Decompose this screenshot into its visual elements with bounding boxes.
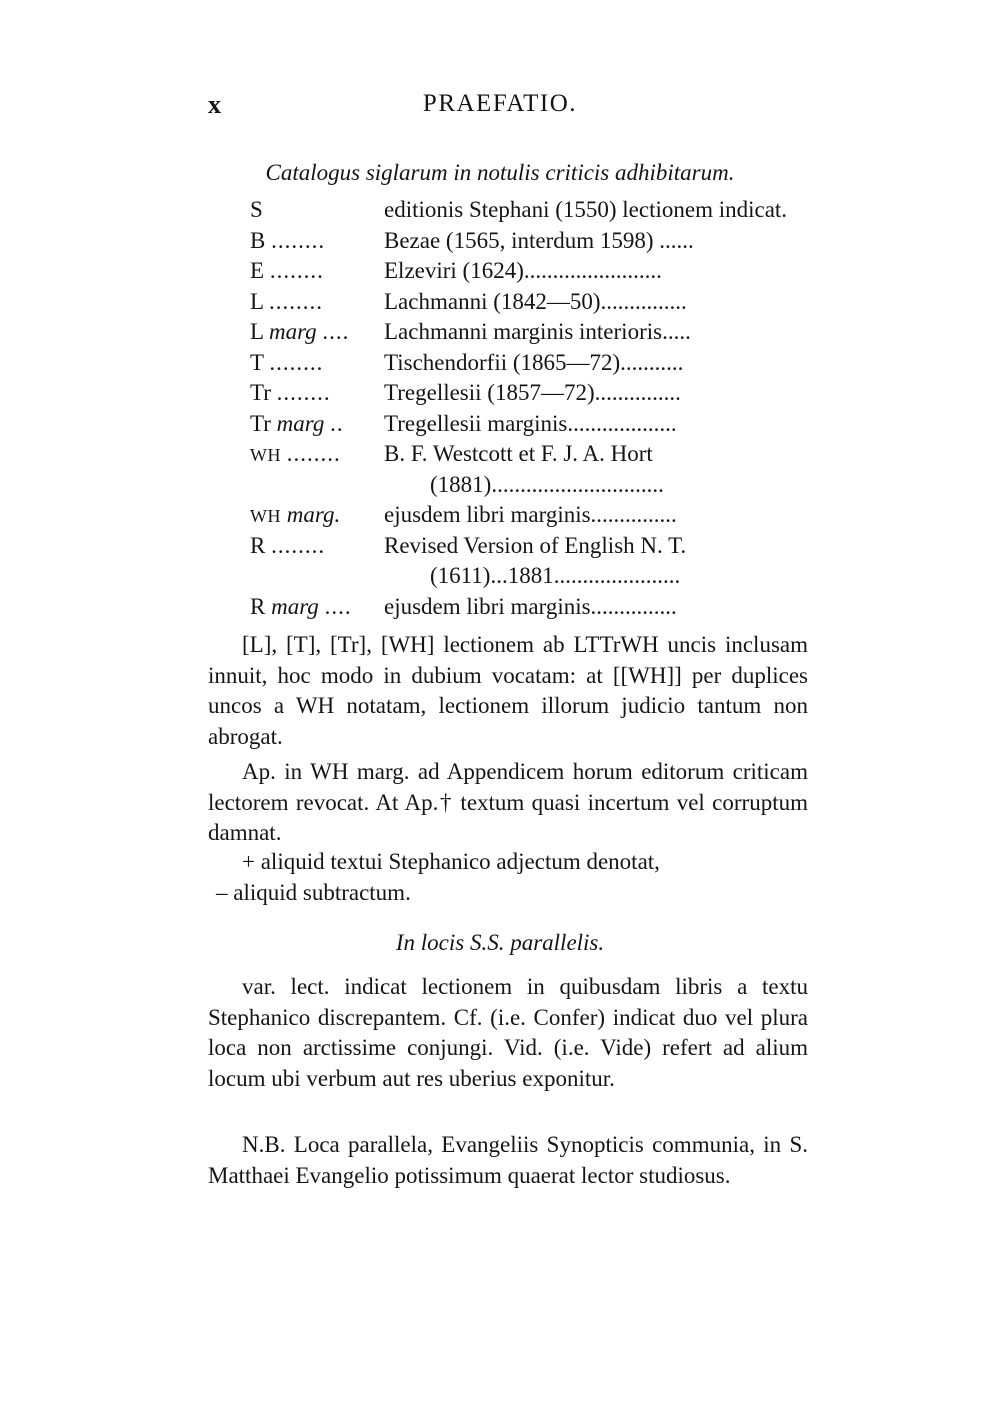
paragraph-varlect <box>208 972 808 1094</box>
siglum-row <box>250 592 810 623</box>
siglum-row <box>250 226 810 257</box>
siglum-leader: ........ <box>271 227 326 253</box>
minus-line: – aliquid subtractum. <box>216 879 411 905</box>
siglum-code: Tr <box>250 410 271 436</box>
running-head: PRAEFATIO. <box>422 90 578 117</box>
siglum-label <box>250 287 323 318</box>
page-header <box>0 90 1000 130</box>
siglum-label <box>250 317 349 348</box>
paragraph-appendix <box>208 757 808 849</box>
siglum-description: Tischendorfii (1865—72)........... <box>384 349 684 375</box>
siglum-leader: ........ <box>269 258 324 283</box>
siglum-label <box>250 531 325 562</box>
siglum-description: Lachmanni (1842—50)............... <box>384 288 687 314</box>
siglum-description: (1611)...1881...................... <box>430 563 681 588</box>
siglum-code: WH <box>250 445 281 465</box>
siglum-row <box>250 287 810 318</box>
siglum-code: T <box>250 349 264 375</box>
paragraph-appendix-text: Ap. in WH marg. ad Appendicem horum editorum criticam lectorem revocat. At Ap.† textum quasi incertum vel corruptum damnat. <box>208 759 808 845</box>
siglum-row <box>250 500 810 531</box>
paragraph-nb-text: N.B. Loca parallela, Evangeliis Synopticis communia, in S. Matthaei Evangelio potissimum quaerat lector studiosus. <box>208 1132 808 1188</box>
siglum-description: (1881).............................. <box>430 471 664 497</box>
paragraph-nb <box>208 1130 808 1191</box>
siglum-code: Tr <box>250 380 271 405</box>
siglum-label <box>250 195 263 226</box>
siglum-description: editionis Stephani (1550) lectionem indicat. <box>384 197 788 222</box>
paragraph-brackets-text: [L], [T], [Tr], [WH] lectionem ab LTTrWH uncis inclusam innuit, hoc modo in dubium vocatam: at [[WH]] per duplices uncos a WH notatam, lectionem illorum judicio tantum non abrogat. <box>208 632 808 749</box>
siglum-label <box>250 256 324 287</box>
paragraph-plus-minus <box>208 847 808 908</box>
siglum-label <box>250 500 340 532</box>
siglum-leader: ........ <box>286 441 341 466</box>
siglum-marg: marg. <box>286 502 341 527</box>
paragraph-varlect-text: var. lect. indicat lectionem in quibusdam libris a textu Stephanico discrepantem. Cf. (i.e. Confer) indicat duo vel plura loca non arctissime conjungi. Vid. (i.e. Vide) refert ad alium locum ubi verbum aut res uberius exponitur. <box>208 974 808 1091</box>
paragraph-brackets <box>208 630 808 752</box>
siglum-description: Lachmanni marginis interioris..... <box>384 319 691 344</box>
siglum-label <box>250 592 352 623</box>
siglum-description: Tregellesii marginis................... <box>384 410 677 436</box>
page-number: x <box>208 90 221 119</box>
siglum-leader: ........ <box>268 288 323 314</box>
siglum-description: Tregellesii (1857—72)............... <box>384 380 681 405</box>
siglum-code: R <box>250 532 266 558</box>
siglum-label <box>250 378 331 409</box>
siglum-row <box>250 470 810 501</box>
section-title-parallels: In locis S.S. parallelis. <box>395 930 605 955</box>
siglum-label <box>250 409 344 440</box>
siglum-description: Revised Version of English N. T. <box>384 532 687 558</box>
siglum-description: ejusdem libri marginis............... <box>384 502 677 527</box>
siglum-code: S <box>250 197 263 222</box>
siglum-description: ejusdem libri marginis............... <box>384 593 677 619</box>
catalog-title: Catalogus siglarum in notulis criticis adhibitarum. <box>265 160 735 185</box>
siglum-description: B. F. Westcott et F. J. A. Hort <box>384 441 653 466</box>
siglum-marg: marg <box>276 410 325 436</box>
siglum-leader: ........ <box>276 380 331 405</box>
siglum-row <box>250 256 810 287</box>
siglum-leader: .... <box>322 319 350 344</box>
siglum-leader: .... <box>324 593 352 619</box>
siglum-marg: marg <box>271 593 319 619</box>
siglum-label <box>250 439 341 471</box>
siglum-code: L <box>250 288 264 314</box>
siglum-row <box>250 378 810 409</box>
siglum-description: Bezae (1565, interdum 1598) ...... <box>384 227 694 253</box>
siglum-row <box>250 439 810 470</box>
plus-line: + aliquid textui Stephanico adjectum denotat, <box>242 849 660 874</box>
siglum-code: E <box>250 258 265 283</box>
siglum-row <box>250 531 810 562</box>
siglum-row <box>250 409 810 440</box>
siglum-marg: marg <box>268 319 317 344</box>
siglum-leader: ........ <box>271 532 326 558</box>
siglum-code: WH <box>250 506 281 526</box>
siglum-code: L <box>250 319 264 344</box>
siglum-row <box>250 561 810 592</box>
siglum-row <box>250 348 810 379</box>
siglum-table <box>250 195 810 622</box>
siglum-row <box>250 195 810 226</box>
siglum-description: Elzeviri (1624)........................ <box>384 258 662 283</box>
siglum-code: R <box>250 593 266 619</box>
siglum-row <box>250 317 810 348</box>
siglum-code: B <box>250 227 266 253</box>
siglum-leader: .. <box>330 410 344 436</box>
siglum-leader: ........ <box>269 349 324 375</box>
siglum-label <box>250 226 325 257</box>
siglum-label <box>250 348 323 379</box>
